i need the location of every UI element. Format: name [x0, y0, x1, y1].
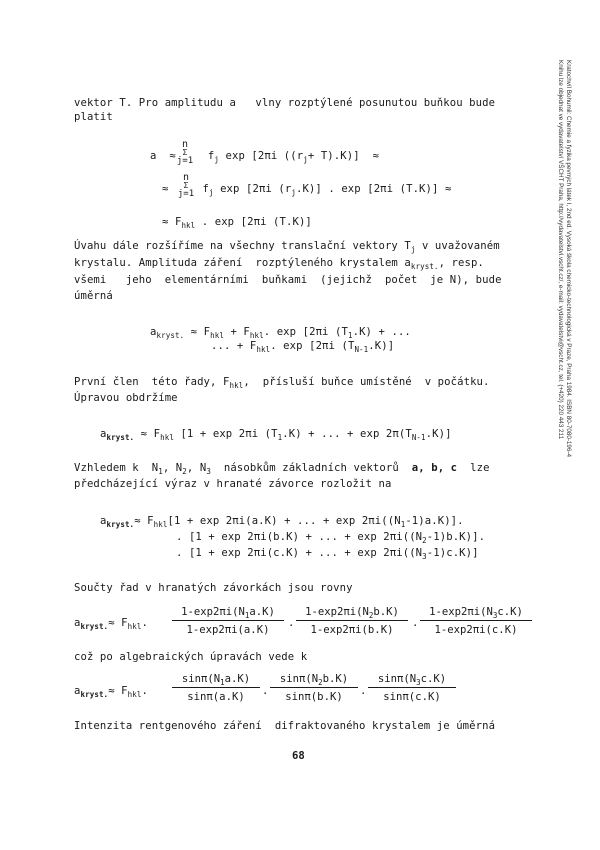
multiply-dot-4: .: [360, 685, 367, 697]
para-2-line-3: všemi jeho elementárními buňkami (jejichž počet je N), bude: [74, 274, 502, 286]
para-3-line-1: První člen této řady, $F_{hkl}$, přísluší buňce umístěné v počátku.: [74, 376, 490, 391]
para-1-line-2: platit: [74, 111, 113, 123]
para-7: Intenzita rentgenového záření difraktovaného krystalem je úměrná: [74, 720, 496, 732]
fraction-2: $\frac{1-\exp 2\pi i(N_2b.K)}{1-\exp 2\pi i(b.K)}$: [296, 606, 408, 636]
copyright-sidebar: [556, 60, 572, 560]
equation-4-line-2: ... + $F_{hkl}$. exp [2πi $(T_{N-1}.K)$]: [211, 340, 395, 355]
para-1-line-1: vektor T. Pro amplitudu a vlny rozptýlené posunutou buňkou bude: [74, 97, 496, 109]
multiply-dot-1: .: [288, 617, 295, 629]
sidebar-line-1: Kratochvíl Bohumil: Chemie a fyzika pevných látek I, 2nd ed. Vysoká škola chemicko-technologická v Praze, Praha 1984. ISBN 80-7080-196-4: [565, 60, 572, 458]
equation-7-lhs: $a_{kryst.}\approx F_{hkl}$.: [74, 617, 148, 632]
fraction-3: $\frac{1-\exp 2\pi i(N_3c.K)}{1-\exp 2\pi i(c.K)}$: [420, 606, 532, 636]
equation-6-line-3: . [1 + exp 2πi(c.K) + ... + $\exp 2\pi i((N_3-1)c.K)$]: [176, 547, 479, 562]
para-3-line-2: Úpravou obdržíme: [74, 392, 178, 404]
multiply-dot-3: .: [262, 685, 269, 697]
fraction-4: $\frac{\sin\pi(N_1a.K)}{\sin\pi(a.K)}$: [172, 673, 260, 703]
equation-2: ≈ $f_j$ exp [2πi $(r_j.K)$] . exp [2πi (T.K)] ≈: [162, 183, 452, 198]
equation-6-line-2: . [1 + exp 2πi(b.K) + ... + $\exp 2\pi i((N_2-1)b.K)$].: [176, 531, 486, 546]
para-2-line-4: úměrná: [74, 290, 113, 302]
sum-operator-1: n Σ j=1: [176, 139, 194, 166]
page-number: 68: [292, 750, 305, 762]
fraction-5: $\frac{\sin\pi(N_2b.K)}{\sin\pi(b.K)}$: [270, 673, 358, 703]
fraction-1: $\frac{1-\exp 2\pi i(N_1a.K)}{1-\exp 2\pi i(a.K)}$: [172, 606, 284, 636]
para-5: Součty řad v hranatých závorkách jsou rovny: [74, 582, 353, 594]
equation-3: ≈ $F_{hkl}$ . exp [2πi (T.K)]: [162, 216, 312, 231]
para-4-line-2: předcházející výraz v hranaté závorce rozložit na: [74, 478, 392, 490]
para-6: což po algebraických úpravách vede k: [74, 651, 308, 663]
equation-1: $a \approx f_j$ exp [2πi $((r_j+ T).K)$] ≈: [150, 150, 380, 165]
fraction-6: $\frac{\sin\pi(N_3c.K)}{\sin\pi(c.K)}$: [368, 673, 456, 703]
equation-8-lhs: $a_{kryst.}\approx F_{hkl}$.: [74, 685, 148, 700]
sum-operator-2: n Σ j=1: [177, 172, 195, 199]
para-2-line-1: Úvahu dále rozšíříme na všechny translační vektory $T_j$ v uvažovaném: [74, 240, 500, 255]
equation-5: $a_{kryst.} \approx F_{hkl}$ [1 + exp 2πi $(T_1.K)$ + ... + $\exp 2\pi(T_{N-1}.K)$]: [100, 428, 452, 443]
equation-4-line-1: $a_{kryst.} \approx F_{hkl} + F_{hkl}$. exp [2πi $(T_1.K)$ + ...: [150, 326, 411, 341]
para-4-line-1: Vzhledem k $N_1$, $N_2$, $N_3$ násobkům základních vektorů a, b, c lze: [74, 462, 490, 477]
multiply-dot-2: .: [412, 617, 419, 629]
para-2-line-2: krystalu. Amplituda záření rozptýleného krystalem $a_{kryst.}$, resp.: [74, 257, 484, 272]
sidebar-line-2: Knihu lze objednat ve vydavatelství VŠCHT Praha, http://vydavatelstvi.vscht.cz/, e-mail: vydavatelstvi@vscht.cz, tel. (+420) 220 443 211: [557, 60, 564, 440]
equation-6-line-1: $a_{kryst.}\approx F_{hkl}[1 + \exp 2\pi i(a.K)$ + ... + $\exp 2\pi i((N_1-1)a.K)$].: [100, 515, 464, 530]
